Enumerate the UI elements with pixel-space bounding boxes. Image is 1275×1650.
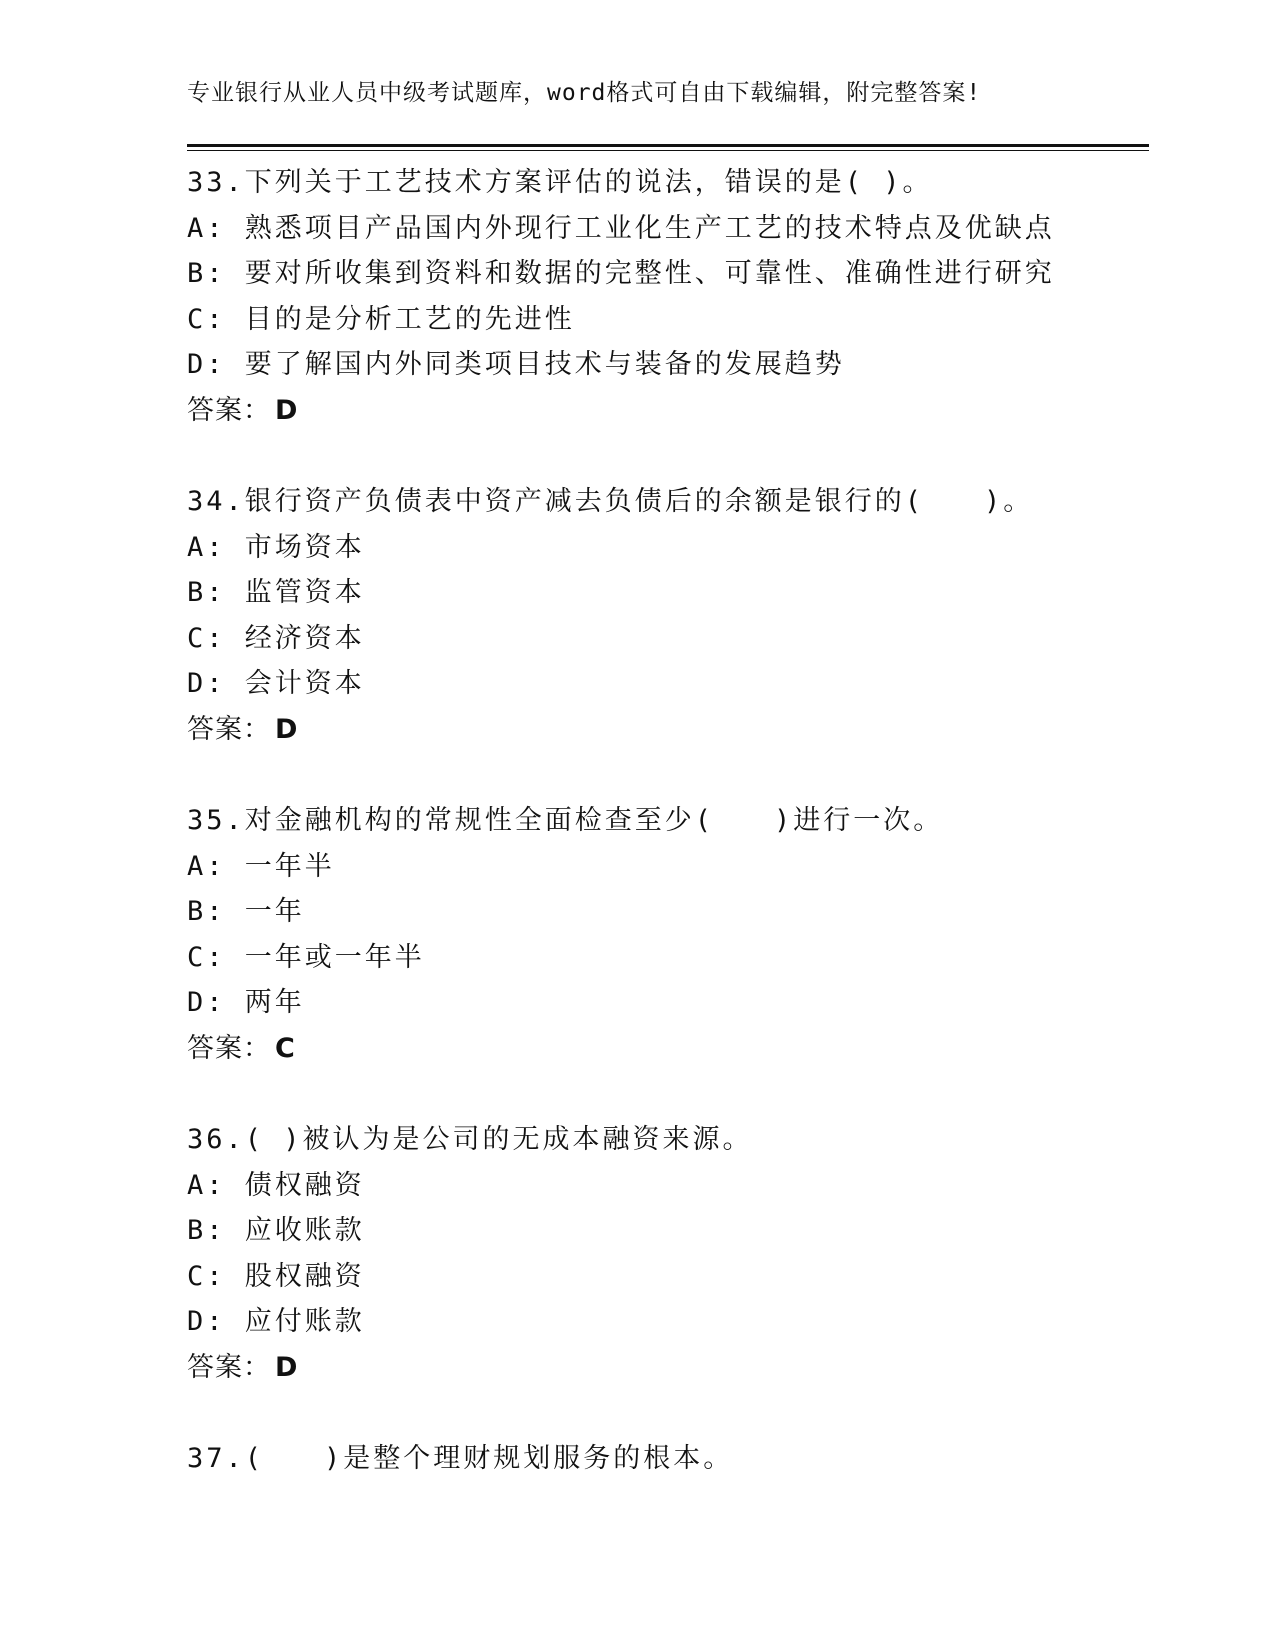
question-36 [187,1117,1147,1390]
question-stem: 33.下列关于工艺技术方案评估的说法，错误的是( )。 [187,167,933,198]
question-33 [187,160,1147,433]
option-a: A: 一年半 [187,850,335,882]
option-d: D: 会计资本 [187,668,365,699]
option-c: C: 经济资本 [187,622,365,654]
answer-value: D [275,1351,298,1383]
option-d: D: 要了解国内外同类项目技术与装备的发展趋势 [187,349,845,380]
option-b: B: 一年 [187,896,305,927]
answer-line [187,1026,1147,1072]
question-35 [187,798,1147,1071]
option-c: C: 股权融资 [187,1260,365,1292]
question-stem: 36.( )被认为是公司的无成本融资来源。 [187,1124,753,1155]
answer-line [187,388,1147,434]
option-d: D: 应付账款 [187,1306,365,1337]
answer-line [187,1345,1147,1391]
question-37 [187,1436,1147,1482]
option-a: A: 债权融资 [187,1169,365,1201]
question-stem: 35.对金融机构的常规性全面检查至少( )进行一次。 [187,805,944,836]
answer-label: 答案： [187,713,271,745]
answer-label: 答案： [187,1351,271,1383]
option-c: C: 一年或一年半 [187,941,425,973]
option-a: A: 熟悉项目产品国内外现行工业化生产工艺的技术特点及优缺点 [187,212,1055,244]
answer-line [187,707,1147,753]
option-c: C: 目的是分析工艺的先进性 [187,303,575,335]
question-list [187,160,1147,1528]
header-rule-thick [187,144,1149,147]
page-header-title: 专业银行从业人员中级考试题库，word格式可自由下载编辑，附完整答案! [187,80,982,106]
question-stem: 34.银行资产负债表中资产减去负债后的余额是银行的( )。 [187,486,1034,517]
header-rule-thin [187,150,1149,151]
option-a: A: 市场资本 [187,531,365,563]
answer-label: 答案： [187,394,271,426]
option-d: D: 两年 [187,987,305,1018]
answer-value: C [275,1032,295,1064]
answer-value: D [275,394,298,426]
option-b: B: 监管资本 [187,577,365,608]
answer-label: 答案： [187,1032,271,1064]
option-b: B: 要对所收集到资料和数据的完整性、可靠性、准确性进行研究 [187,258,1055,289]
option-b: B: 应收账款 [187,1215,365,1246]
answer-value: D [275,713,298,745]
question-stem: 37.( )是整个理财规划服务的根本。 [187,1443,734,1474]
question-34 [187,479,1147,752]
